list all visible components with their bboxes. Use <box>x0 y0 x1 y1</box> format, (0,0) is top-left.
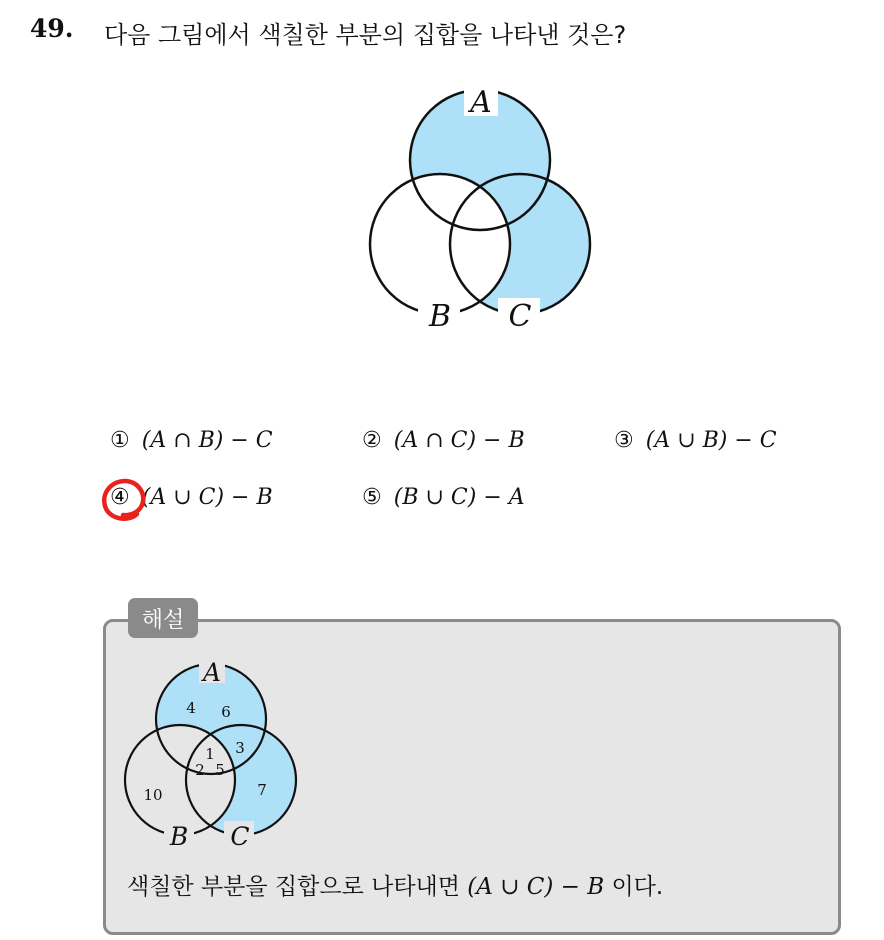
solution-label-b: B <box>169 822 189 851</box>
solution-label-c: C <box>230 822 250 851</box>
solution-text-prefix: 색칠한 부분을 집합으로 나타내면 <box>127 874 468 900</box>
region-number: 6 <box>221 703 231 721</box>
choice-expr: (A ∪ B) − C <box>645 428 777 453</box>
question-number: 49. <box>30 14 74 43</box>
choice-5[interactable] <box>362 485 525 510</box>
choice-expr: (A ∪ C) − B <box>141 485 273 510</box>
solution-text-expr: (A ∪ C) − B <box>467 874 605 900</box>
region-number: 10 <box>143 786 163 804</box>
question-text: 다음 그림에서 색칠한 부분의 집합을 나타낸 것은? <box>104 21 627 49</box>
solution-text-suffix: 이다. <box>604 874 664 900</box>
choice-mark: ② <box>362 428 382 453</box>
choice-mark: ① <box>110 428 130 453</box>
solution-venn-diagram <box>116 655 306 855</box>
choice-expr: (A ∩ C) − B <box>393 428 525 453</box>
choice-expr: (B ∪ C) − A <box>393 485 525 510</box>
region-number: 3 <box>235 739 245 757</box>
label-b: B <box>428 299 452 332</box>
choice-expr: (A ∩ B) − C <box>141 428 273 453</box>
region-number: 7 <box>257 781 267 799</box>
choice-mark: ③ <box>614 428 634 453</box>
region-number: 1 <box>205 745 215 763</box>
solution-label-a: A <box>202 658 222 687</box>
region-number: 4 <box>186 699 196 717</box>
region-number: 2 <box>195 761 205 779</box>
choice-mark: ④ <box>110 485 130 510</box>
answer-circle-mark <box>99 474 149 524</box>
choice-3[interactable] <box>614 428 777 453</box>
label-a: A <box>470 85 492 120</box>
solution-text <box>127 868 663 901</box>
solution-tag: 해설 <box>128 598 198 638</box>
region-number: 5 <box>215 761 225 779</box>
venn-diagram <box>360 82 600 332</box>
label-c: C <box>508 299 532 332</box>
choice-1[interactable] <box>110 428 273 453</box>
choice-2[interactable] <box>362 428 525 453</box>
choice-mark: ⑤ <box>362 485 382 510</box>
